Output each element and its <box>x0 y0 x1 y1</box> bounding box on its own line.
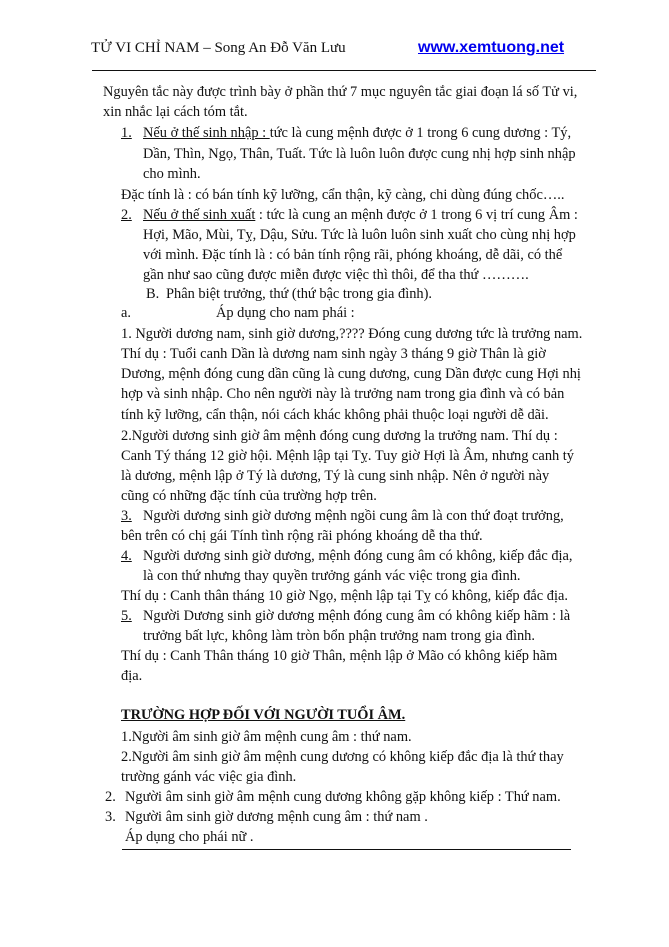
line-text: 1.Người âm sinh giờ âm mệnh cung âm : thứ nam. <box>121 729 412 745</box>
text-line <box>143 627 535 645</box>
text-line <box>121 186 564 204</box>
list-number: 2. <box>105 789 116 805</box>
text-line <box>143 607 570 625</box>
line-text: Đặc tính là : có bán tính kỹ lưỡng, cẩn thận, kỹ càng, chi dùng đúng chốc….. <box>121 187 565 203</box>
text-line <box>143 266 529 284</box>
text-line <box>121 728 412 746</box>
text-line <box>121 447 574 465</box>
line-text: : tức là cung an mệnh được ở 1 trong 6 vị trí cung Âm : <box>255 207 578 223</box>
line-text: 2.Người dương sinh giờ âm mệnh đóng cung dương la trưởng nam. Thí dụ : <box>121 428 558 444</box>
line-text: 1. Người dương nam, sinh giờ dương,???? Đóng cung dương tức là trưởng nam. <box>121 326 583 342</box>
text-line <box>121 345 546 363</box>
line-text: cho mình. <box>143 166 201 182</box>
text-line <box>121 647 557 665</box>
text-line <box>121 467 549 485</box>
text-line <box>143 507 564 525</box>
text-line <box>121 427 558 445</box>
text-line <box>121 768 296 786</box>
line-text: Dần, Thìn, Ngọ, Thân, Tuất. Tức là luôn luôn được cung nhị hợp sinh nhập <box>143 146 576 162</box>
text-line <box>121 385 564 403</box>
list-number: 3. <box>105 809 116 825</box>
section-heading <box>121 706 405 724</box>
list-number: 5. <box>121 608 132 624</box>
list-number: 3. <box>121 508 132 524</box>
text-line <box>121 667 142 685</box>
line-text: tức là cung mệnh được ở 1 trong 6 cung dương : Tý, <box>269 125 572 141</box>
underlined-term: TRƯỜNG HỢP ĐỐI VỚI NGƯỜI TUỔI ÂM. <box>121 707 406 723</box>
line-text: bên trên có chị gái Tính tình rộng rãi phóng khoáng dễ tha thứ. <box>121 528 483 544</box>
footer-divider <box>122 849 571 850</box>
line-text: tính kỹ lưỡng, cẩn thận, nói cách khác không phải thuộc loại người dễ dãi. <box>121 407 549 423</box>
list-number: 2. <box>121 207 132 223</box>
line-text: 2.Người âm sinh giờ âm mệnh cung dương có không kiếp đắc địa là thứ thay <box>121 749 564 765</box>
line-text: Áp dụng cho nam phái : <box>216 305 355 321</box>
header-divider <box>92 70 596 71</box>
line-text: địa. <box>121 668 143 684</box>
text-line <box>143 206 578 224</box>
list-number: 1. <box>121 125 132 141</box>
text-line <box>103 83 577 101</box>
line-text: Thí dụ : Tuổi canh Dần là dương nam sinh ngày 3 tháng 9 giờ Thân là giờ <box>121 346 546 362</box>
text-line <box>166 285 432 303</box>
line-text: trưởng bất lực, không làm tròn bổn phận trưởng nam trong gia đình. <box>143 628 535 644</box>
text-line <box>121 325 582 343</box>
line-text: Nguyên tắc này được trình bày ở phần thứ 7 mục nguyên tắc giai đoạn lá số Tử vi, <box>103 84 578 100</box>
line-text: Canh Tý tháng 12 giờ hội. Mệnh lập tại Tỵ. Tuy giờ Hợi là Âm, nhưng canh tý <box>121 448 575 464</box>
text-line <box>143 567 521 585</box>
line-text: Thí dụ : Canh thân tháng 10 giờ Ngọ, mệnh lập tại Tỵ có không, kiếp đắc địa. <box>121 588 568 604</box>
text-line <box>143 547 573 565</box>
text-line <box>121 365 581 383</box>
line-text: Hợi, Mão, Mùi, Tỵ, Dậu, Sửu. Tức là luôn luôn sinh xuất cho cùng nhị hợp <box>143 227 576 243</box>
text-line <box>125 788 561 806</box>
text-line <box>121 587 568 605</box>
line-text: trường gánh vác việc gia đình. <box>121 769 297 785</box>
text-line <box>125 828 254 846</box>
line-text: gần như sao cũng được miễn được việc thì thôi, để tha thứ ………. <box>143 267 529 283</box>
line-text: Áp dụng cho phái nữ . <box>125 829 254 845</box>
text-line <box>125 808 428 826</box>
underlined-term: Nếu ở thế sinh xuất <box>143 207 256 223</box>
line-text: là dương, mệnh lập ở Tý là dương, Tý là cung sinh nhập. Nên ở người này <box>121 468 550 484</box>
list-number: 4. <box>121 548 132 564</box>
line-text: Dương, mệnh đóng cung dần cũng là cung dương, cung Dần được cung Hợi nhị <box>121 366 581 382</box>
text-line <box>143 145 576 163</box>
line-text: là con thứ nhưng thay quyền trưởng gánh vác việc trong gia đình. <box>143 568 521 584</box>
website-link[interactable]: www.xemtuong.net <box>418 39 565 56</box>
text-line <box>121 748 564 766</box>
line-text: Người dương sinh giờ dương mệnh ngồi cung âm là con thứ đoạt trưởng, <box>143 508 564 524</box>
line-text: Thí dụ : Canh Thân tháng 10 giờ Thân, mệnh lập ở Mão có không kiếp hãm <box>121 648 558 664</box>
text-line <box>121 527 483 545</box>
underlined-term: Nếu ở thế sinh nhập : <box>143 125 270 141</box>
text-line <box>143 124 571 142</box>
list-number: B. <box>146 286 160 302</box>
text-line <box>103 103 248 121</box>
line-text: với mình. Đặc tính là : có bản tính rộng rãi, phóng khoáng, dễ dãi, có thể <box>143 247 563 263</box>
text-line <box>143 246 562 264</box>
text-line <box>143 226 576 244</box>
line-text: Người dương sinh giờ dương, mệnh đóng cung âm có không, kiếp đắc địa, <box>143 548 573 564</box>
line-text: hợp và sinh nhập. Cho nên người này là trưởng nam trong gia đình và có bản <box>121 386 565 402</box>
line-text: Người âm sinh giờ âm mệnh cung dương không gặp không kiếp : Thứ nam. <box>125 789 561 805</box>
text-line <box>143 165 201 183</box>
header-title: TỬ VI CHỈ NAM – Song An Đỗ Văn Lưu <box>91 40 346 56</box>
line-text: xin nhắc lại cách tóm tắt. <box>103 104 248 120</box>
list-number: a. <box>121 305 131 321</box>
line-text: cũng có những đặc tính của trường hợp trên. <box>121 488 377 504</box>
line-text: Phân biệt trưởng, thứ (thứ bậc trong gia đình). <box>166 286 433 302</box>
text-line <box>216 304 355 322</box>
line-text: Người Dương sinh giờ dương mệnh đóng cung âm có không kiếp hãm : là <box>143 608 571 624</box>
text-line <box>121 487 377 505</box>
text-line <box>121 406 549 424</box>
line-text: Người âm sinh giờ dương mệnh cung âm : thứ nam . <box>125 809 428 825</box>
